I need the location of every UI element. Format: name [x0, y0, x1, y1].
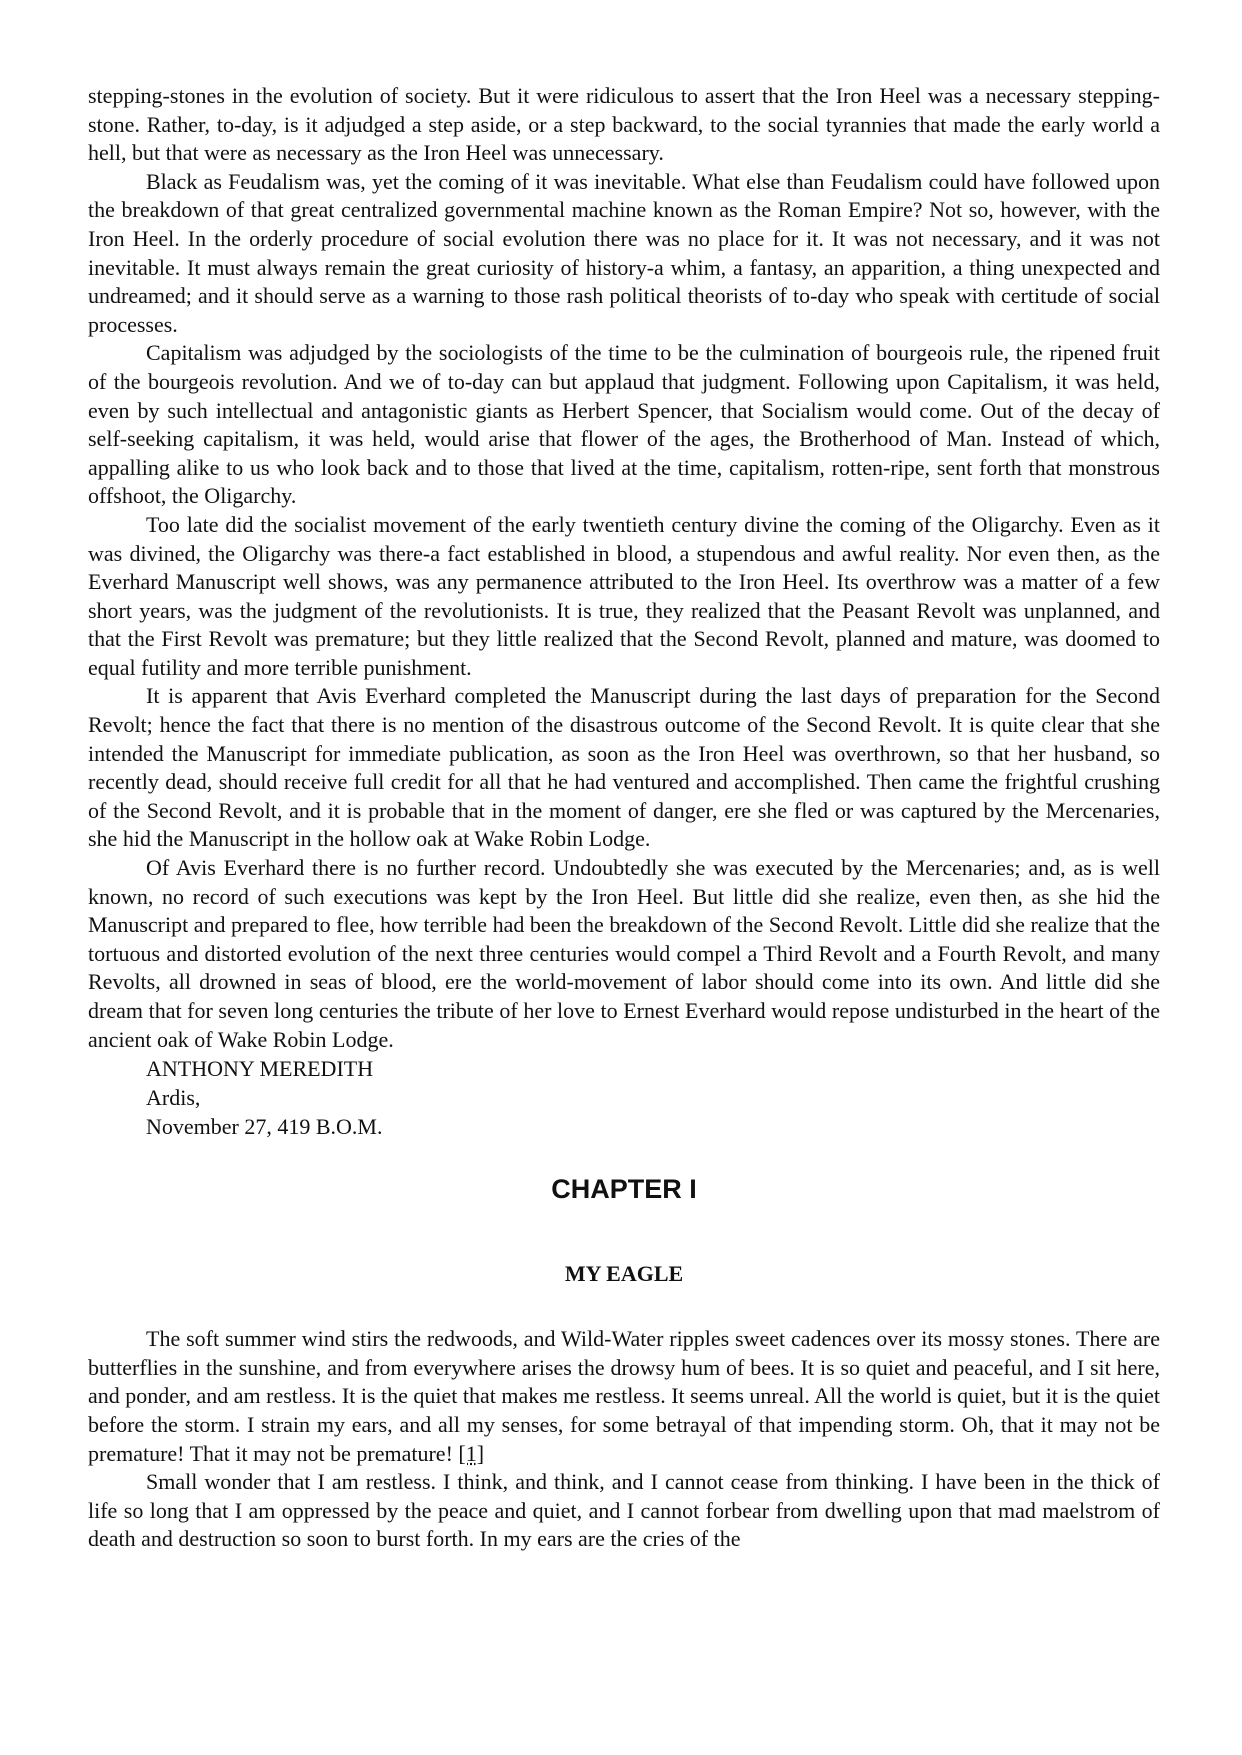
preface-paragraph-3: Capitalism was adjudged by the sociologists of the time to be the culmination of bourgeois rule, the ripened fruit of the bourgeois revolution. And we of to-day can but applaud that judgment. Following upon Capitalism, it was held, even by such intellectual and antagonistic giants as Herbert Spencer, that Socialism would come. Out of the decay of self-seeking capitalism, it was held, would arise that flower of the ages, the Brotherhood of Man. Instead of which, appalling alike to us who look back and to those that lived at the time, capitalism, rotten-ripe, sent forth that monstrous offshoot, the Oligarchy. [88, 340, 1160, 509]
chapter-body [88, 1325, 1160, 1554]
chapter-title: CHAPTER I [551, 1174, 697, 1205]
chapter-subtitle: MY EAGLE [564, 1261, 684, 1287]
document-page [88, 82, 1160, 1554]
preface-paragraph-4: Too late did the socialist movement of the early twentieth century divine the coming of the Oligarchy. Even as it was divined, the Oligarchy was there-a fact established in blood, a stupendous and awful reality. Nor even then, as the Everhard Manuscript well shows, was any permanence attributed to the Iron Heel. Its overthrow was a matter of a few short years, was the judgment of the revolutionists. It is true, they realized that the Peasant Revolt was unplanned, and that the First Revolt was premature; but they little realized that the Second Revolt, planned and mature, was doomed to equal futility and more terrible punishment. [88, 511, 1160, 680]
chapter-paragraph-2: Small wonder that I am restless. I think, and think, and I cannot cease from thinking. I have been in the thick of life so long that I am oppressed by the peace and quiet, and I cannot forbear from dwelling upon that mad maelstrom of death and destruction so soon to burst forth. In my ears are the cries of the [88, 1469, 1160, 1552]
signature-date: November 27, 419 B.O.M. [146, 1114, 383, 1140]
chapter-paragraph-1-text: The soft summer wind stirs the redwoods, and Wild-Water ripples sweet cadences over its mossy stones. There are butterflies in the sunshine, and from everywhere arises the drowsy hum of bees. It is so quiet and peaceful, and I sit here, and ponder, and am restless. It is the quiet that makes me restless. It seems unreal. All the world is quiet, but it is the quiet before the storm. I strain my ears, and all my senses, for some betrayal of that impending storm. Oh, that it may not be premature! That it may not be premature! [88, 1326, 1161, 1466]
signature-name: ANTHONY MEREDITH [146, 1056, 374, 1082]
preface-paragraph-2: Black as Feudalism was, yet the coming of it was inevitable. What else than Feudalism could have followed upon the breakdown of that great centralized governmental machine known as the Roman Empire? Not so, however, with the Iron Heel. In the orderly procedure of social evolution there was no place for it. It was not necessary, and it was not inevitable. It must always remain the great curiosity of history-a whim, a fantasy, an apparition, a thing unexpected and undreamed; and it should serve as a warning to those rash political theorists of to-day who speak with certitude of social processes. [88, 168, 1160, 337]
preface-paragraph-1: stepping-stones in the evolution of society. But it were ridiculous to assert that the Iron Heel was a necessary stepping-stone. Rather, to-day, is it adjudged a step aside, or a step backward, to the social tyrannies that made the early world a hell, but that were as necessary as the Iron Heel was unnecessary. [88, 83, 1160, 166]
signature-place: Ardis, [146, 1085, 201, 1111]
signature-block [88, 1054, 1160, 1141]
preface-paragraph-6: Of Avis Everhard there is no further record. Undoubtedly she was executed by the Mercenaries; and, as is well known, no record of such executions was kept by the Iron Heel. But little did she realize, even then, as she hid the Manuscript and prepared to flee, how terrible had been the breakdown of the Second Revolt. Little did she realize that the tortuous and distorted evolution of the next three centuries would compel a Third Revolt and a Fourth Revolt, and many Revolts, all drowned in seas of blood, ere the world-movement of labor should come into its own. And little did she dream that for seven long centuries the tribute of her love to Ernest Everhard would repose undisturbed in the heart of the ancient oak of Wake Robin Lodge. [88, 855, 1160, 1052]
chapter-paragraph-1 [88, 1325, 1160, 1468]
footnote-link-1[interactable]: [1] [458, 1440, 485, 1466]
preface-paragraph-5: It is apparent that Avis Everhard completed the Manuscript during the last days of preparation for the Second Revolt; hence the fact that there is no mention of the disastrous outcome of the Second Revolt. It is quite clear that she intended the Manuscript for immediate publication, as soon as the Iron Heel was overthrown, so that her husband, so recently dead, should receive full credit for all that he had ventured and accomplished. Then came the frightful crushing of the Second Revolt, and it is probable that in the moment of danger, ere she fled or was captured by the Mercenaries, she hid the Manuscript in the hollow oak at Wake Robin Lodge. [88, 683, 1160, 852]
